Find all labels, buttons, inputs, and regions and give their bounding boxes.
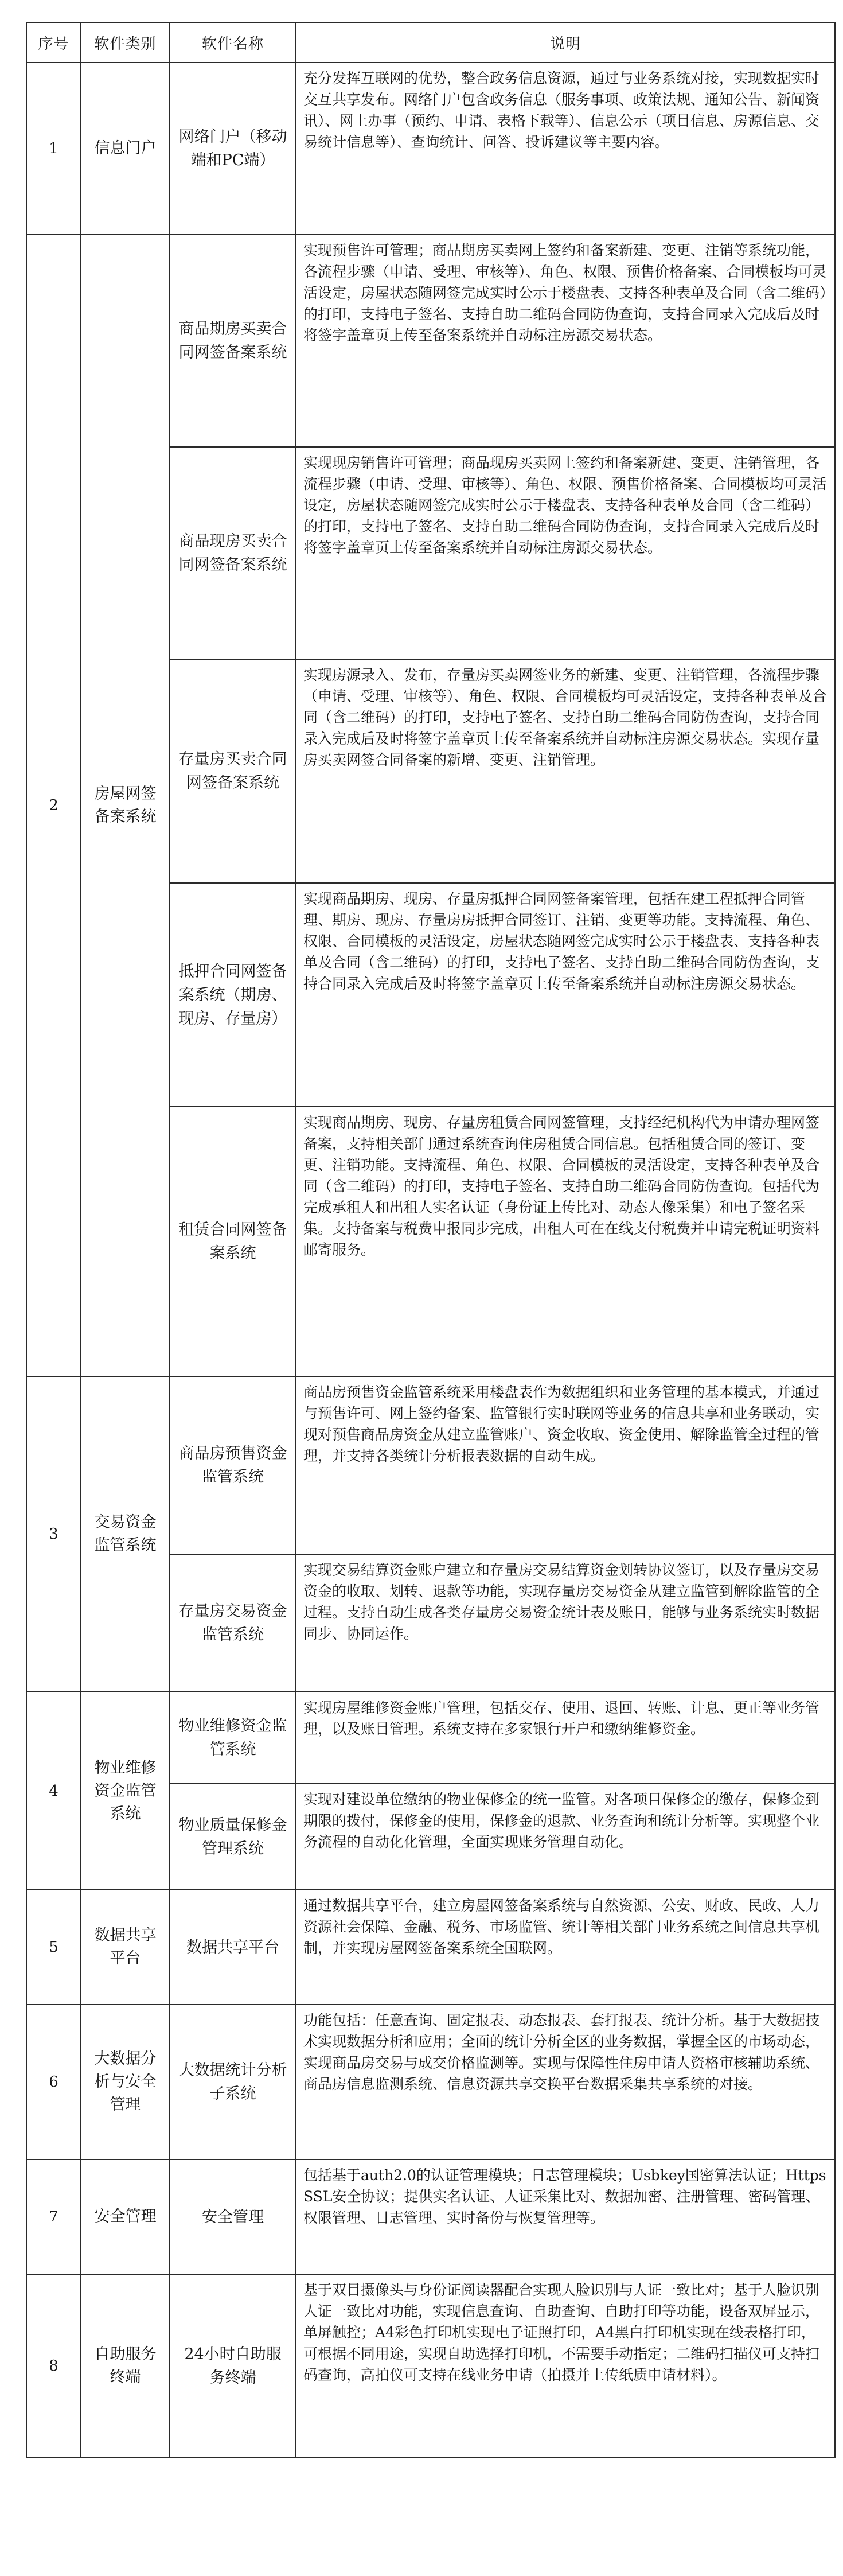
description-cell: 充分发挥互联网的优势，整合政务信息资源，通过与业务系统对接，实现数据实时交互共享发布。网络门户包含政务信息（服务事项、政策法规、通知公告、新闻资讯）、网上办事（预约、申请、表格下载等）、信息公示（项目信息、房源信息、交易统计信息等）、查询统计、问答、投诉建议等主要内容。 [296,63,835,235]
description-cell: 实现商品期房、现房、存量房租赁合同网签管理，支持经纪机构代为申请办理网签备案，支持相关部门通过系统查询住房租赁合同信息。包括租赁合同的签订、变更、注销功能。支持流程、角色、权限、合同模板的灵活设定，支持各种表单及合同（含二维码）的打印，支持电子签名、支持自助二维码合同防伪查询。包括代为完成承租人和出租人实名认证（身份证上传比对、动态人像采集）和电子签名采集。支持备案与税费申报同步完成，出租人可在在线支付税费并申请完税证明资料邮寄服务。 [296,1107,835,1376]
table-row [26,1376,835,1554]
description-cell: 实现预售许可管理；商品期房买卖网上签约和备案新建、变更、注销等系统功能，各流程步骤（申请、受理、审核等）、角色、权限、预售价格备案、合同模板均可灵活设定，房屋状态随网签完成实时公示于楼盘表、支持各种表单及合同（含二维码）的打印，支持电子签名、支持自助二维码合同防伪查询，支持合同录入完成后及时将签字盖章页上传至备案系统并自动标注房源交易状态。 [296,235,835,447]
table-row [26,1890,835,2005]
software-name-cell: 24小时自助服务终端 [170,2274,296,2458]
table-row [26,2274,835,2458]
software-name-cell: 网络门户（移动端和PC端） [170,63,296,235]
description-cell: 实现房屋维修资金账户管理，包括交存、使用、退回、转账、计息、更正等业务管理，以及账目管理。系统支持在多家银行开户和缴纳维修资金。 [296,1692,835,1784]
category-cell: 交易资金监管系统 [81,1376,170,1692]
description-cell: 实现现房销售许可管理；商品现房买卖网上签约和备案新建、变更、注销管理，各流程步骤（申请、受理、审核等）、角色、权限、预售价格备案、合同模板均可灵活设定，房屋状态随网签完成实时公示于楼盘表、支持各种表单及合同（含二维码）的打印，支持电子签名、支持自助二维码合同防伪查询，支持合同录入完成后及时将签字盖章页上传至备案系统并自动标注房源交易状态。 [296,447,835,659]
category-cell: 物业维修资金监管系统 [81,1692,170,1890]
software-name-cell: 安全管理 [170,2159,296,2274]
category-cell: 大数据分析与安全管理 [81,2005,170,2159]
serial-number-cell: 1 [26,63,81,235]
software-name-cell: 商品期房买卖合同网签备案系统 [170,235,296,447]
software-table [26,22,836,2458]
software-name-cell: 存量房交易资金监管系统 [170,1554,296,1692]
software-name-cell: 大数据统计分析子系统 [170,2005,296,2159]
table-header-row [26,22,835,63]
description-cell: 包括基于auth2.0的认证管理模块；日志管理模块；Usbkey国密算法认证；Https SSL安全协议；提供实名认证、人证采集比对、数据加密、注册管理、密码管理、权限管理、日志管理、实时备份与恢复管理等。 [296,2159,835,2274]
software-name-cell: 商品现房买卖合同网签备案系统 [170,447,296,659]
serial-number-cell: 8 [26,2274,81,2458]
description-cell: 实现房源录入、发布，存量房买卖网签业务的新建、变更、注销管理，各流程步骤（申请、受理、审核等）、角色、权限、合同模板均可灵活设定，支持各种表单及合同（含二维码）的打印，支持电子签名、支持自助二维码合同防伪查询，支持合同录入完成后及时将签字盖章页上传至备案系统并自动标注房源交易状态。实现存量房买卖网签合同备案的新增、变更、注销管理。 [296,659,835,883]
table-row [26,235,835,447]
table-body [26,63,835,2458]
software-name-cell: 物业质量保修金管理系统 [170,1784,296,1890]
description-cell: 实现交易结算资金账户建立和存量房交易结算资金划转协议签订，以及存量房交易资金的收取、划转、退款等功能，实现存量房交易资金从建立监管到解除监管的全过程。支持自动生成各类存量房交易资金统计表及账目，能够与业务系统实时数据同步、协同运作。 [296,1554,835,1692]
description-cell: 功能包括：任意查询、固定报表、动态报表、套打报表、统计分析。基于大数据技术实现数据分析和应用；全面的统计分析全区的业务数据，掌握全区的市场动态，实现商品房交易与成交价格监测等。实现与保障性住房申请人资格审核辅助系统、商品房信息监测系统、信息资源共享交换平台数据采集共享系统的对接。 [296,2005,835,2159]
category-cell: 信息门户 [81,63,170,235]
header-category: 软件类别 [81,22,170,63]
header-software-name: 软件名称 [170,22,296,63]
serial-number-cell: 4 [26,1692,81,1890]
description-cell: 商品房预售资金监管系统采用楼盘表作为数据组织和业务管理的基本模式，并通过与预售许可、网上签约备案、监管银行实时联网等业务的信息共享和业务联动，实现对预售商品房资金从建立监管账户、资金收取、资金使用、解除监管全过程的管理，并支持各类统计分析报表数据的自动生成。 [296,1376,835,1554]
table-row [26,63,835,235]
software-name-cell: 商品房预售资金监管系统 [170,1376,296,1554]
serial-number-cell: 3 [26,1376,81,1692]
description-cell: 实现对建设单位缴纳的物业保修金的统一监管。对各项目保修金的缴存，保修金到期限的拨付，保修金的使用，保修金的退款、业务查询和统计分析等。实现整个业务流程的自动化化管理，全面实现账务管理自动化。 [296,1784,835,1890]
header-description: 说明 [296,22,835,63]
software-name-cell: 抵押合同网签备案系统（期房、现房、存量房） [170,883,296,1107]
document-page [26,22,834,2458]
software-name-cell: 租赁合同网签备案系统 [170,1107,296,1376]
table-row [26,1692,835,1784]
category-cell: 自助服务终端 [81,2274,170,2458]
serial-number-cell: 6 [26,2005,81,2159]
table-row [26,2159,835,2274]
category-cell: 数据共享平台 [81,1890,170,2005]
description-cell: 基于双目摄像头与身份证阅读器配合实现人脸识别与人证一致比对；基于人脸识别人证一致比对功能，实现信息查询、自助查询、自助打印等功能，设备双屏显示，单屏触控；A4彩色打印机实现电子证照打印，A4黑白打印机实现在线表格打印，可根据不同用途，实现自助选择打印机，不需要手动指定；二维码扫描仪可支持扫码查询，高拍仪可支持在线业务申请（拍摄并上传纸质申请材料）。 [296,2274,835,2458]
software-name-cell: 物业维修资金监管系统 [170,1692,296,1784]
description-cell: 通过数据共享平台，建立房屋网签备案系统与自然资源、公安、财政、民政、人力资源社会保障、金融、税务、市场监管、统计等相关部门业务系统之间信息共享机制，并实现房屋网签备案系统全国联网。 [296,1890,835,2005]
serial-number-cell: 2 [26,235,81,1376]
description-cell: 实现商品期房、现房、存量房抵押合同网签备案管理，包括在建工程抵押合同管理、期房、现房、存量房房抵押合同签订、注销、变更等功能。支持流程、角色、权限、合同模板的灵活设定，房屋状态随网签完成实时公示于楼盘表、支持各种表单及合同（含二维码）的打印，支持电子签名、支持自助二维码合同防伪查询，支持合同录入完成后及时将签字盖章页上传至备案系统并自动标注房源交易状态。 [296,883,835,1107]
category-cell: 房屋网签备案系统 [81,235,170,1376]
serial-number-cell: 5 [26,1890,81,2005]
table-row [26,2005,835,2159]
serial-number-cell: 7 [26,2159,81,2274]
header-serial: 序号 [26,22,81,63]
category-cell: 安全管理 [81,2159,170,2274]
software-name-cell: 数据共享平台 [170,1890,296,2005]
software-name-cell: 存量房买卖合同网签备案系统 [170,659,296,883]
